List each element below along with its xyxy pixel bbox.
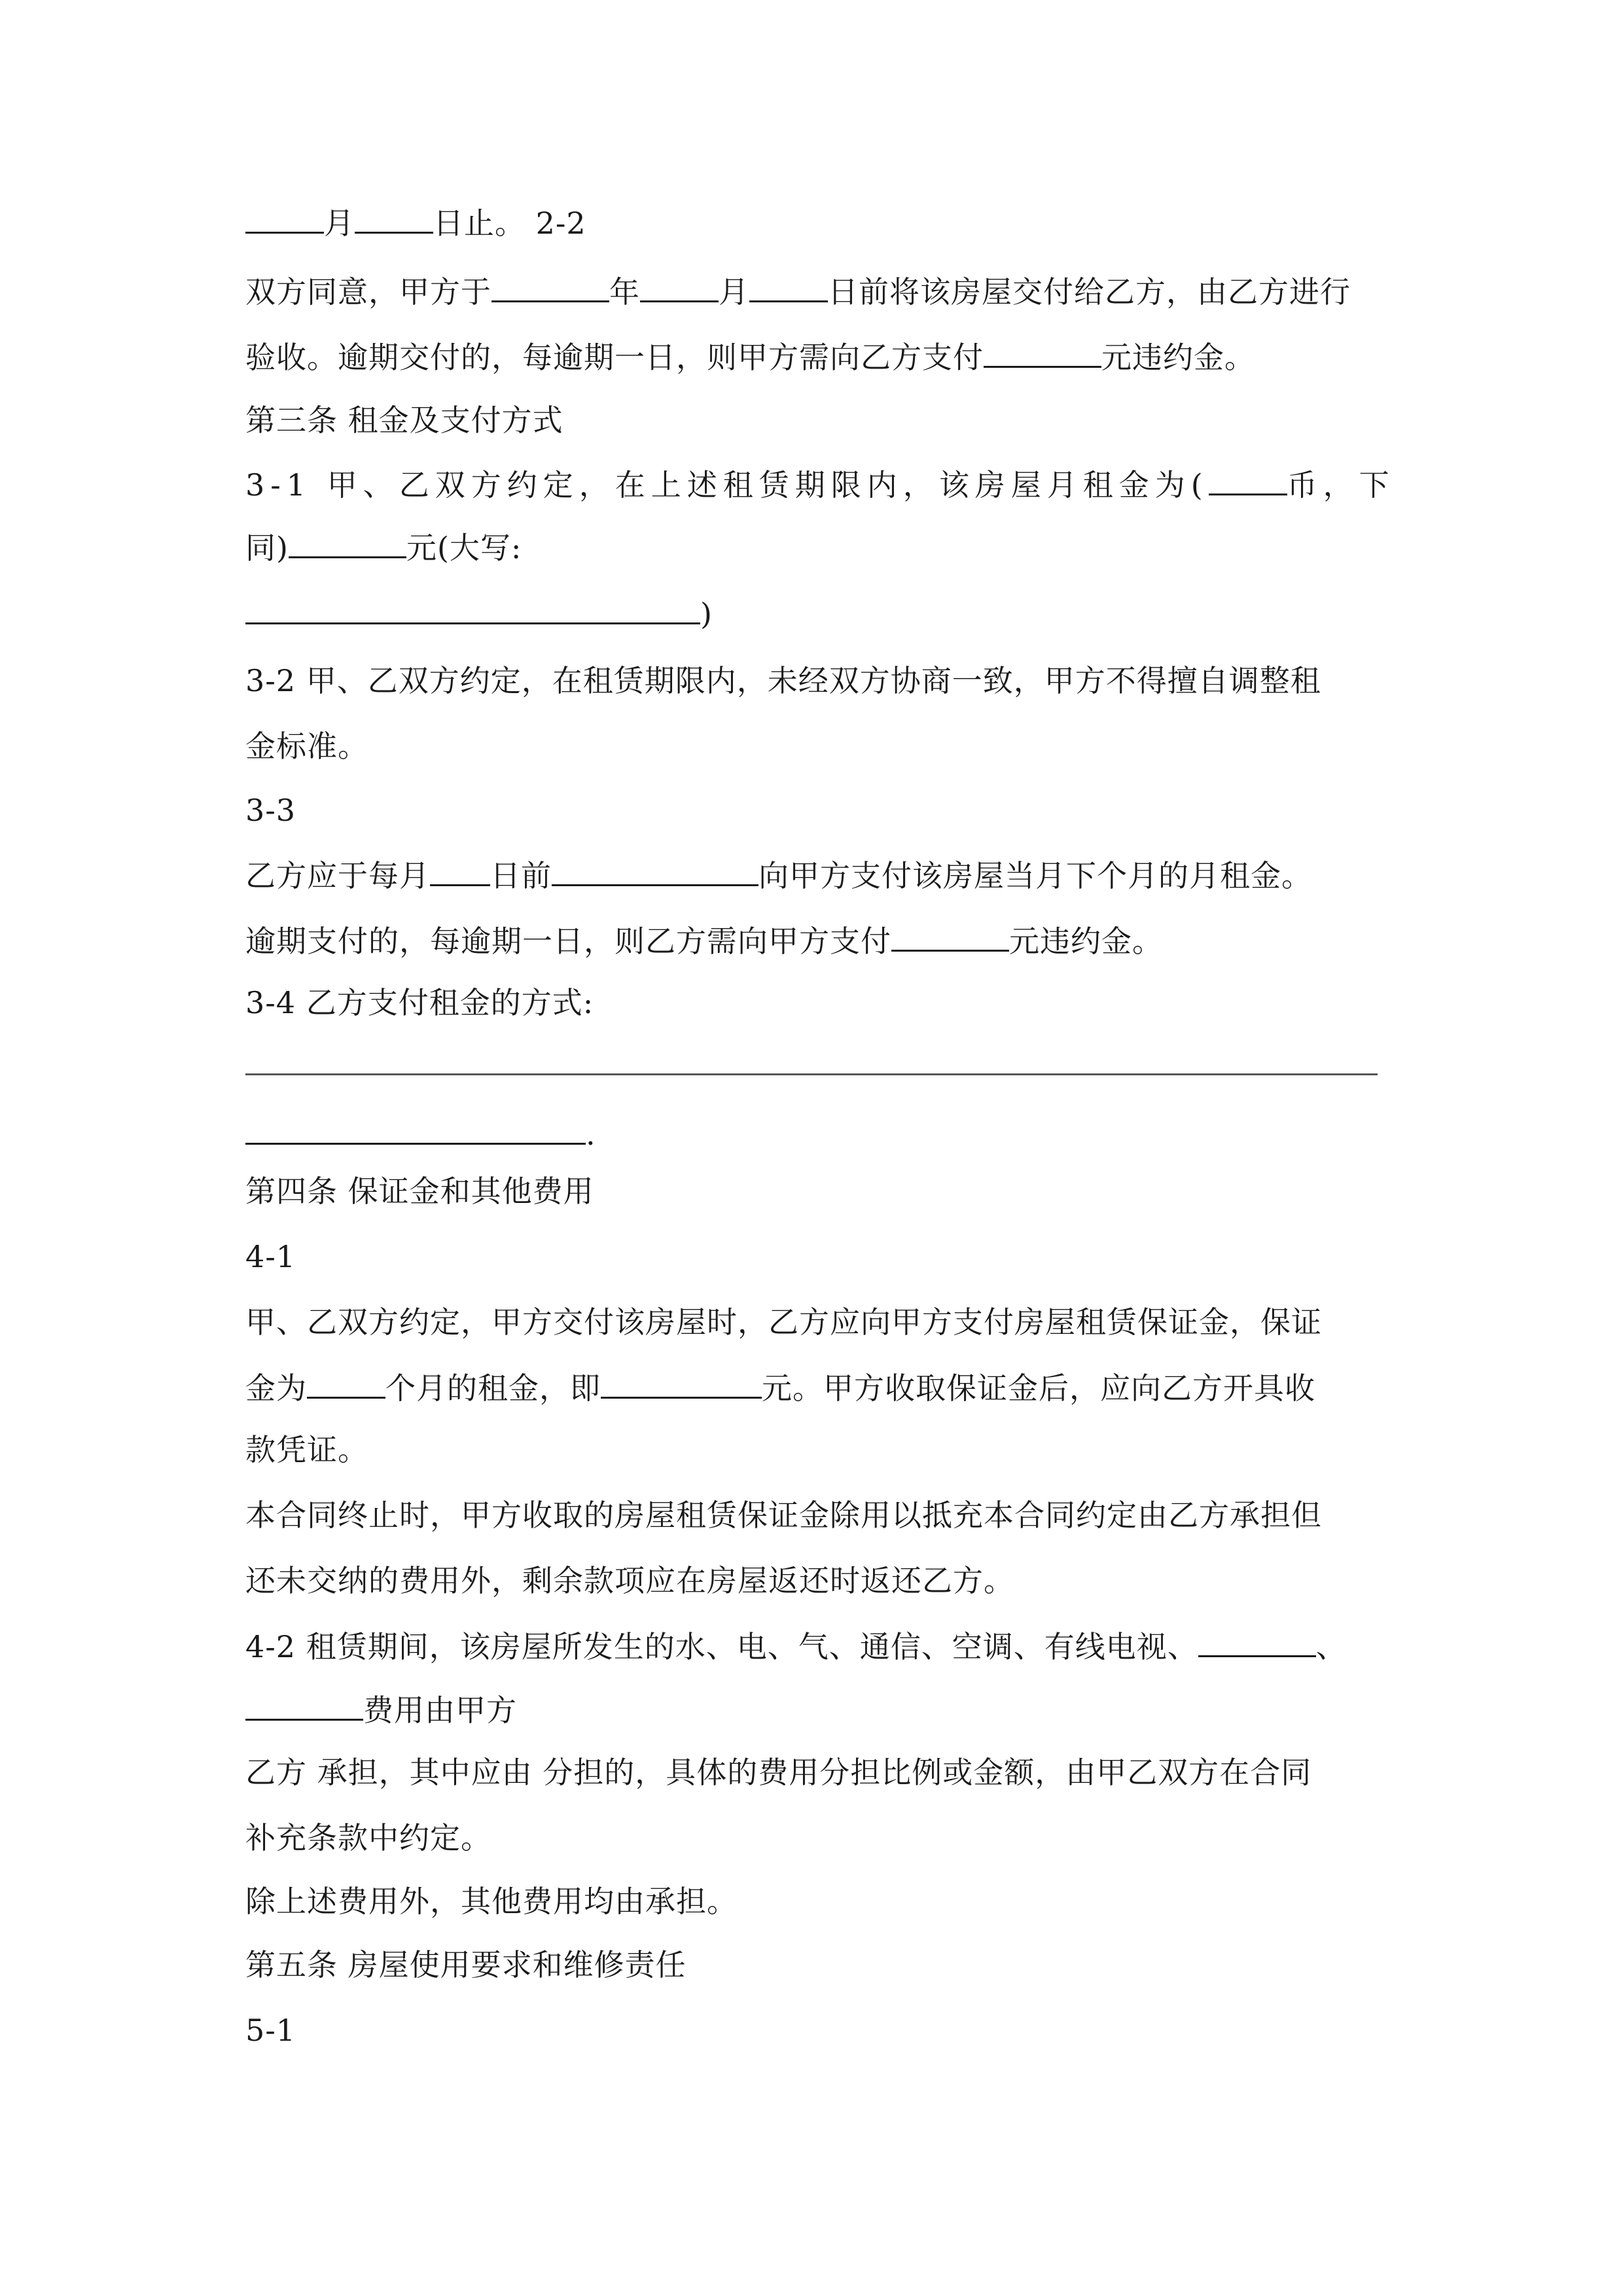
text-line: 4-2 租赁期间，该房屋所发生的水、电、气、通信、空调、有线电视、 、 — [245, 1625, 1347, 1666]
blank-field[interactable] — [1209, 463, 1287, 495]
blank-field[interactable] — [245, 592, 700, 624]
text-line: 同) 元(大写: — [245, 526, 522, 567]
blank-field[interactable] — [289, 526, 406, 558]
blank-field[interactable] — [245, 1113, 586, 1145]
blank-field[interactable] — [601, 1367, 762, 1399]
blank-field[interactable] — [307, 1367, 385, 1399]
blank-field[interactable] — [245, 1689, 363, 1721]
text-line: . — [245, 1113, 596, 1154]
blank-line-full[interactable] — [245, 1073, 1378, 1075]
section-heading: 第五条 房屋使用要求和维修责任 — [245, 1947, 687, 1982]
blank-field[interactable] — [552, 854, 758, 886]
text-line: 费用由甲方 — [245, 1689, 517, 1730]
text-line: 月 日止。 2-2 — [245, 202, 586, 243]
text-line: 本合同终止时，甲方收取的房屋租赁保证金除用以抵充本合同约定由乙方承担但 — [245, 1498, 1322, 1533]
text-line: 金标准。 — [245, 728, 368, 764]
blank-field[interactable] — [749, 270, 828, 302]
text-line: 金为 个月的租金，即 元。甲方收取保证金后，应向乙方开具收 — [245, 1367, 1315, 1408]
clause-number: 4-1 — [245, 1239, 296, 1274]
text-line: 还未交纳的费用外，剩余款项应在房屋返还时返还乙方。 — [245, 1563, 1014, 1598]
text-line: 3-4 乙方支付租金的方式: — [245, 985, 594, 1020]
blank-field[interactable] — [355, 202, 433, 234]
text-line: 逾期支付的，每逾期一日，则乙方需向甲方支付 元违约金。 — [245, 920, 1163, 961]
text-line: 除上述费用外，其他费用均由承担。 — [245, 1884, 738, 1919]
clause-number: 3-3 — [245, 793, 296, 828]
text-line: 补充条款中约定。 — [245, 1820, 491, 1856]
section-heading: 第三条 租金及支付方式 — [245, 403, 563, 438]
text-line: 3-1 甲、乙双方约定，在上述租赁期限内，该房屋月租金为( 币，下 — [245, 463, 1395, 505]
text-line: 双方同意，甲方于 年 月 日前将该房屋交付给乙方，由乙方进行 — [245, 270, 1351, 312]
blank-field[interactable] — [640, 270, 719, 302]
text-line: 验收。逾期交付的，每逾期一日，则甲方需向乙方支付 元违约金。 — [245, 336, 1255, 377]
text-line: ) — [245, 592, 713, 634]
blank-field[interactable] — [891, 920, 1009, 952]
text-line: 甲、乙双方约定，甲方交付该房屋时，乙方应向甲方支付房屋租赁保证金，保证 — [245, 1304, 1322, 1340]
text-line: 3-2 甲、乙双方约定，在租赁期限内，未经双方协商一致，甲方不得擅自调整租 — [245, 663, 1321, 698]
text-line: 乙方应于每月 日前 向甲方支付该房屋当月下个月的月租金。 — [245, 854, 1312, 895]
clause-number: 5-1 — [245, 2013, 296, 2048]
blank-field[interactable] — [430, 854, 490, 886]
section-heading: 第四条 保证金和其他费用 — [245, 1174, 594, 1209]
blank-field[interactable] — [984, 336, 1101, 368]
blank-field[interactable] — [491, 270, 609, 302]
text-line: 款凭证。 — [245, 1432, 368, 1467]
blank-field[interactable] — [1198, 1625, 1316, 1657]
text-line: 乙方 承担，其中应由 分担的，具体的费用分担比例或金额，由甲乙双方在合同 — [245, 1755, 1312, 1790]
blank-field[interactable] — [245, 202, 324, 234]
